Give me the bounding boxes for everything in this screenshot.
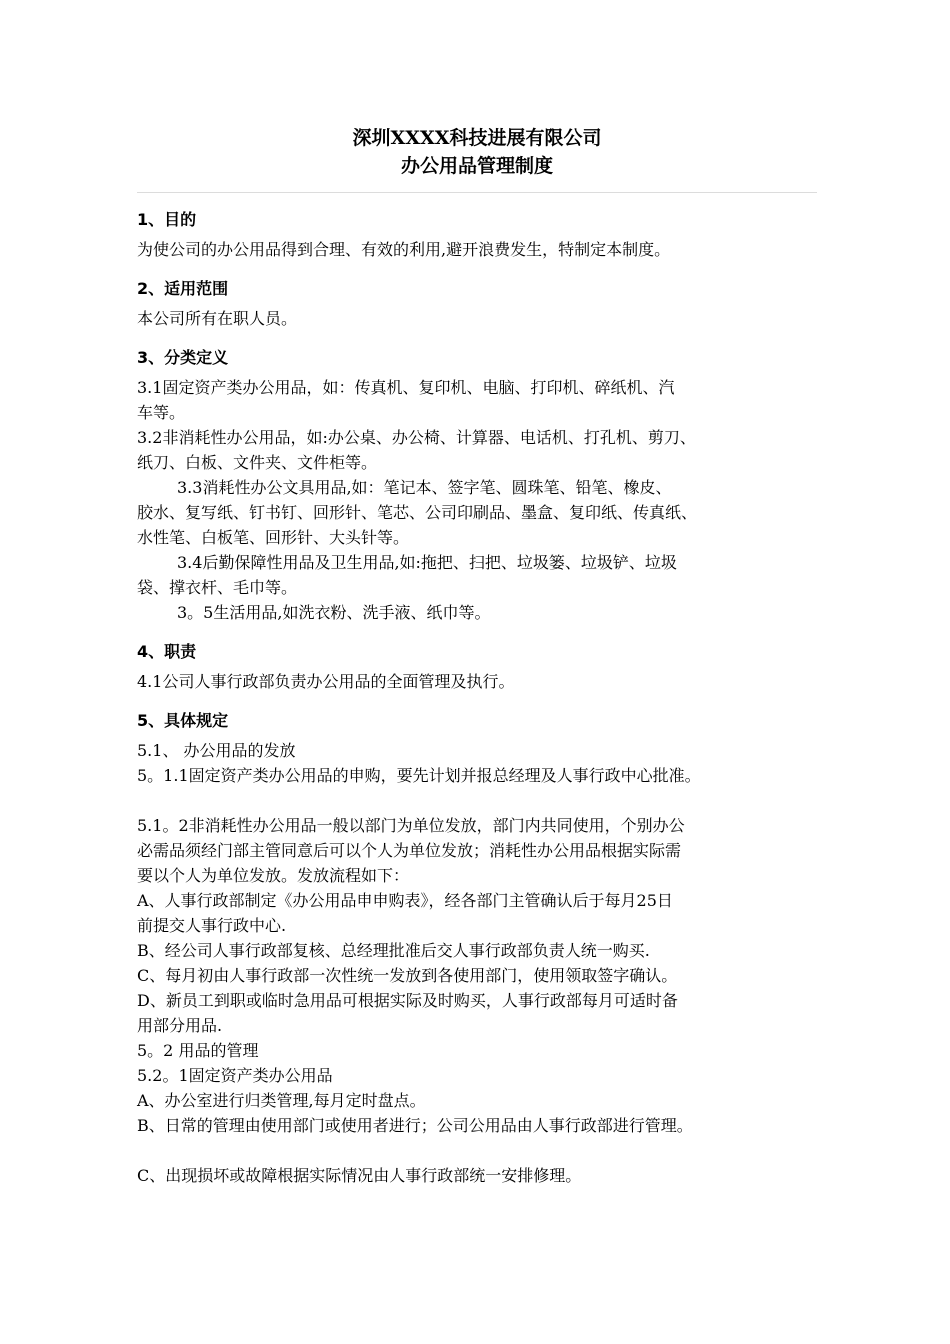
document-body [137,207,817,1188]
paragraph-line: 要以个人为单位发放。发放流程如下： [137,866,410,885]
paragraph-line: D、新员工到职或临时急用品可根据实际及时购买，人事行政部每月可适时备 [137,991,678,1010]
paragraph-line: 3.1固定资产类办公用品，如：传真机、复印机、电脑、打印机、碎纸机、汽 [137,378,675,397]
paragraph-line: B、经公司人事行政部复核、总经理批准后交人事行政部负责人统一购买. [137,941,650,960]
section-5 [137,708,817,1188]
section-1 [137,207,817,262]
paragraph-line: 胶水、复写纸、钉书钉、回形针、笔芯、公司印刷品、墨盒、复印纸、传真纸、 [137,503,698,522]
section-heading: 3、分类定义 [137,348,229,367]
paragraph-line: 袋、撑衣杆、毛巾等。 [137,578,298,597]
paragraph-line: B、日常的管理由使用部门或使用者进行；公司公用品由人事行政部进行管理。 [137,1116,693,1135]
paragraph-line: 5。1.1固定资产类办公用品的申购，要先计划并报总经理及人事行政中心批准。 [137,766,701,785]
paragraph-line: 3.2非消耗性办公用品，如:办公桌、办公椅、计算器、电话机、打孔机、剪刀、 [137,428,696,447]
section-heading: 2、适用范围 [137,279,229,298]
paragraph-line: 3。5生活用品,如洗衣粉、洗手液、纸巾等。 [177,603,491,622]
paragraph-line: 5.2。1固定资产类办公用品 [137,1066,333,1085]
section-2 [137,276,817,331]
title-policy: 办公用品管理制度 [400,155,553,177]
paragraph-line: 3.4后勤保障性用品及卫生用品,如:拖把、扫把、垃圾篓、垃圾铲、垃圾 [177,553,677,572]
document-page [137,124,817,1188]
paragraph-line: 车等。 [137,403,186,422]
paragraph-line: 为使公司的办公用品得到合理、有效的利用,避开浪费发生，特制定本制度。 [137,240,671,259]
section-3 [137,345,817,625]
section-4 [137,639,817,694]
paragraph-line: C、每月初由人事行政部一次性统一发放到各使用部门，使用领取签字确认。 [137,966,678,985]
paragraph-line: 3.3消耗性办公文具用品,如：笔记本、签字笔、圆珠笔、铅笔、橡皮、 [177,478,672,497]
paragraph-line: C、出现损坏或故障根据实际情况由人事行政部统一安排修理。 [137,1166,582,1185]
paragraph-line: A、办公室进行归类管理,每月定时盘点。 [137,1091,426,1110]
section-heading: 5、具体规定 [137,711,229,730]
paragraph-line: 用部分用品. [137,1016,223,1035]
document-title [137,124,817,180]
paragraph-gap [137,1138,817,1163]
paragraph-line: 4.1公司人事行政部负责办公用品的全面管理及执行。 [137,672,515,691]
paragraph-line: 必需品须经门部主管同意后可以个人为单位发放；消耗性办公用品根据实际需 [137,841,682,860]
title-company: 深圳XXXX科技进展有限公司 [352,127,602,149]
paragraph-gap [137,788,817,813]
paragraph-line: A、人事行政部制定《办公用品申申购表》，经各部门主管确认后于每月25日 [137,891,673,910]
paragraph-line: 水性笔、白板笔、回形针、大头针等。 [137,528,410,547]
paragraph-line: 5.1、 办公用品的发放 [137,741,296,760]
paragraph-line: 本公司所有在职人员。 [137,309,298,328]
paragraph-line: 5。2 用品的管理 [137,1041,259,1060]
paragraph-line: 纸刀、白板、文件夹、文件柜等。 [137,453,378,472]
section-heading: 4、职责 [137,642,197,661]
section-heading: 1、目的 [137,210,197,229]
paragraph-line: 5.1。2非消耗性办公用品一般以部门为单位发放，部门内共同使用，个别办公 [137,816,685,835]
paragraph-line: 前提交人事行政中心. [137,916,287,935]
title-divider [137,192,817,193]
